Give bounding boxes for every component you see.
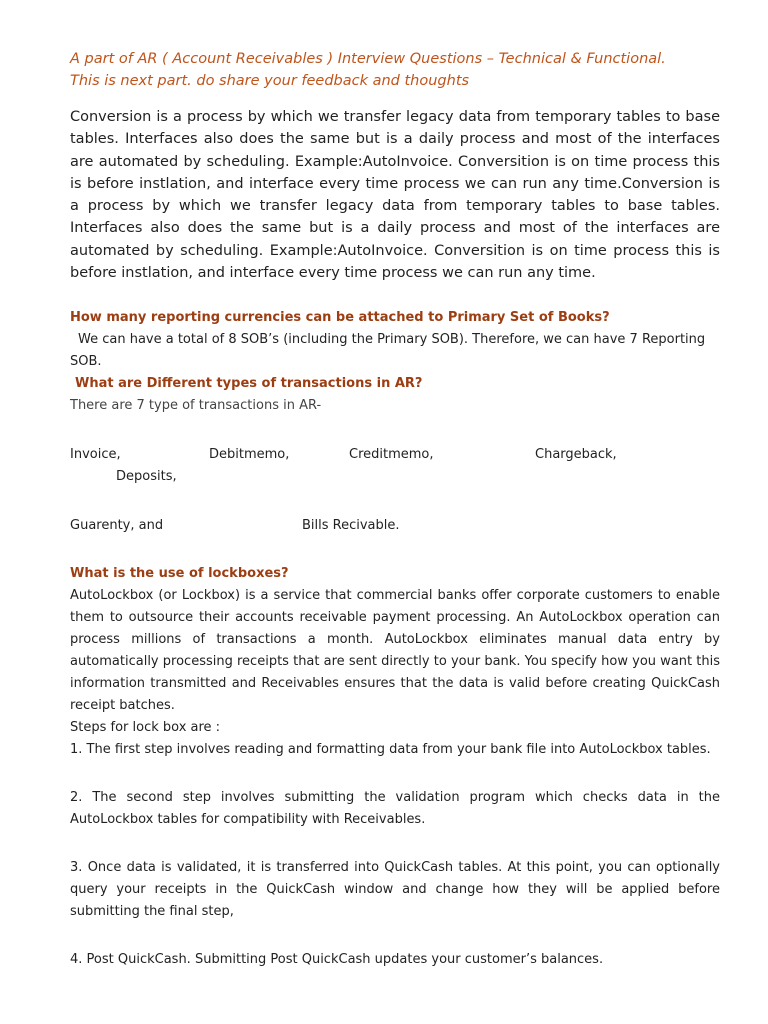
question-reporting-currencies: How many reporting currencies can be attached to Primary Set of Books? xyxy=(70,310,610,326)
transaction-type-item: Guarenty, and xyxy=(70,518,164,534)
lockbox-step-4: 4. Post QuickCash. Submitting Post QuickCash updates your customer’s balances. xyxy=(70,952,604,968)
intro-line-2: This is next part. do share your feedback and thoughts xyxy=(70,73,470,89)
conversion-paragraph: Conversion is a process by which we transfer legacy data from temporary tables to base tables. Interfaces also does the same but is a daily process and most of the interfaces are automated by scheduling. Example:AutoInvoice. Conversition is on time process this is before instlation, and interface every time process we can run any time.Conversion is a process by which we transfer legacy data from temporary tables to base tables. Interfaces also does the same but is a daily process and most of the interfaces are automated by scheduling. Example:AutoInvoice. Conversition is on time process this is before instlation, and interface every time process we can run any time. xyxy=(70,109,720,282)
intro-line-1: A part of AR ( Account Receivables ) Interview Questions – Technical & Functional. xyxy=(70,51,666,67)
answer-lockboxes: AutoLockbox (or Lockbox) is a service that commercial banks offer corporate customers to enable them to outsource their accounts receivable payment processing. An AutoLockbox operation can process millions of transactions a month. AutoLockbox eliminates manual data entry by automatically processing receipts that are sent directly to your bank. You specify how you want this information transmitted and Receivables ensures that the data is valid before creating QuickCash receipt batches. xyxy=(70,588,720,714)
lockbox-step-3: 3. Once data is validated, it is transferred into QuickCash tables. At this point, you can optionally query your receipts in the QuickCash window and change how they will be applied before submitting the final step, xyxy=(70,860,720,920)
transaction-type-item: Chargeback, xyxy=(535,447,617,463)
question-lockboxes: What is the use of lockboxes? xyxy=(70,566,289,582)
answer-transaction-types: There are 7 type of transactions in AR- xyxy=(70,398,322,414)
transaction-type-item: Creditmemo, xyxy=(349,447,434,463)
transaction-types-row-2 xyxy=(70,466,720,488)
transaction-type-item: Deposits, xyxy=(116,469,177,485)
answer-reporting-currencies: We can have a total of 8 SOB’s (including the Primary SOB). Therefore, we can have 7 Reporting SOB. xyxy=(70,332,706,370)
transaction-type-item: Bills Recivable. xyxy=(302,518,400,534)
transaction-type-item: Invoice, xyxy=(70,447,121,463)
lockbox-step-1: 1. The first step involves reading and formatting data from your bank file into AutoLockbox tables. xyxy=(70,742,711,758)
lockbox-step-2: 2. The second step involves submitting the validation program which checks data in the AutoLockbox tables for compatibility with Receivables. xyxy=(70,790,720,828)
document-page xyxy=(70,48,720,971)
lockbox-steps-heading: Steps for lock box are : xyxy=(70,720,221,736)
question-transaction-types: What are Different types of transactions in AR? xyxy=(75,376,423,392)
transaction-type-item: Debitmemo, xyxy=(209,447,290,463)
transaction-types-row-3 xyxy=(70,515,720,537)
transaction-types-row-1 xyxy=(70,444,720,466)
